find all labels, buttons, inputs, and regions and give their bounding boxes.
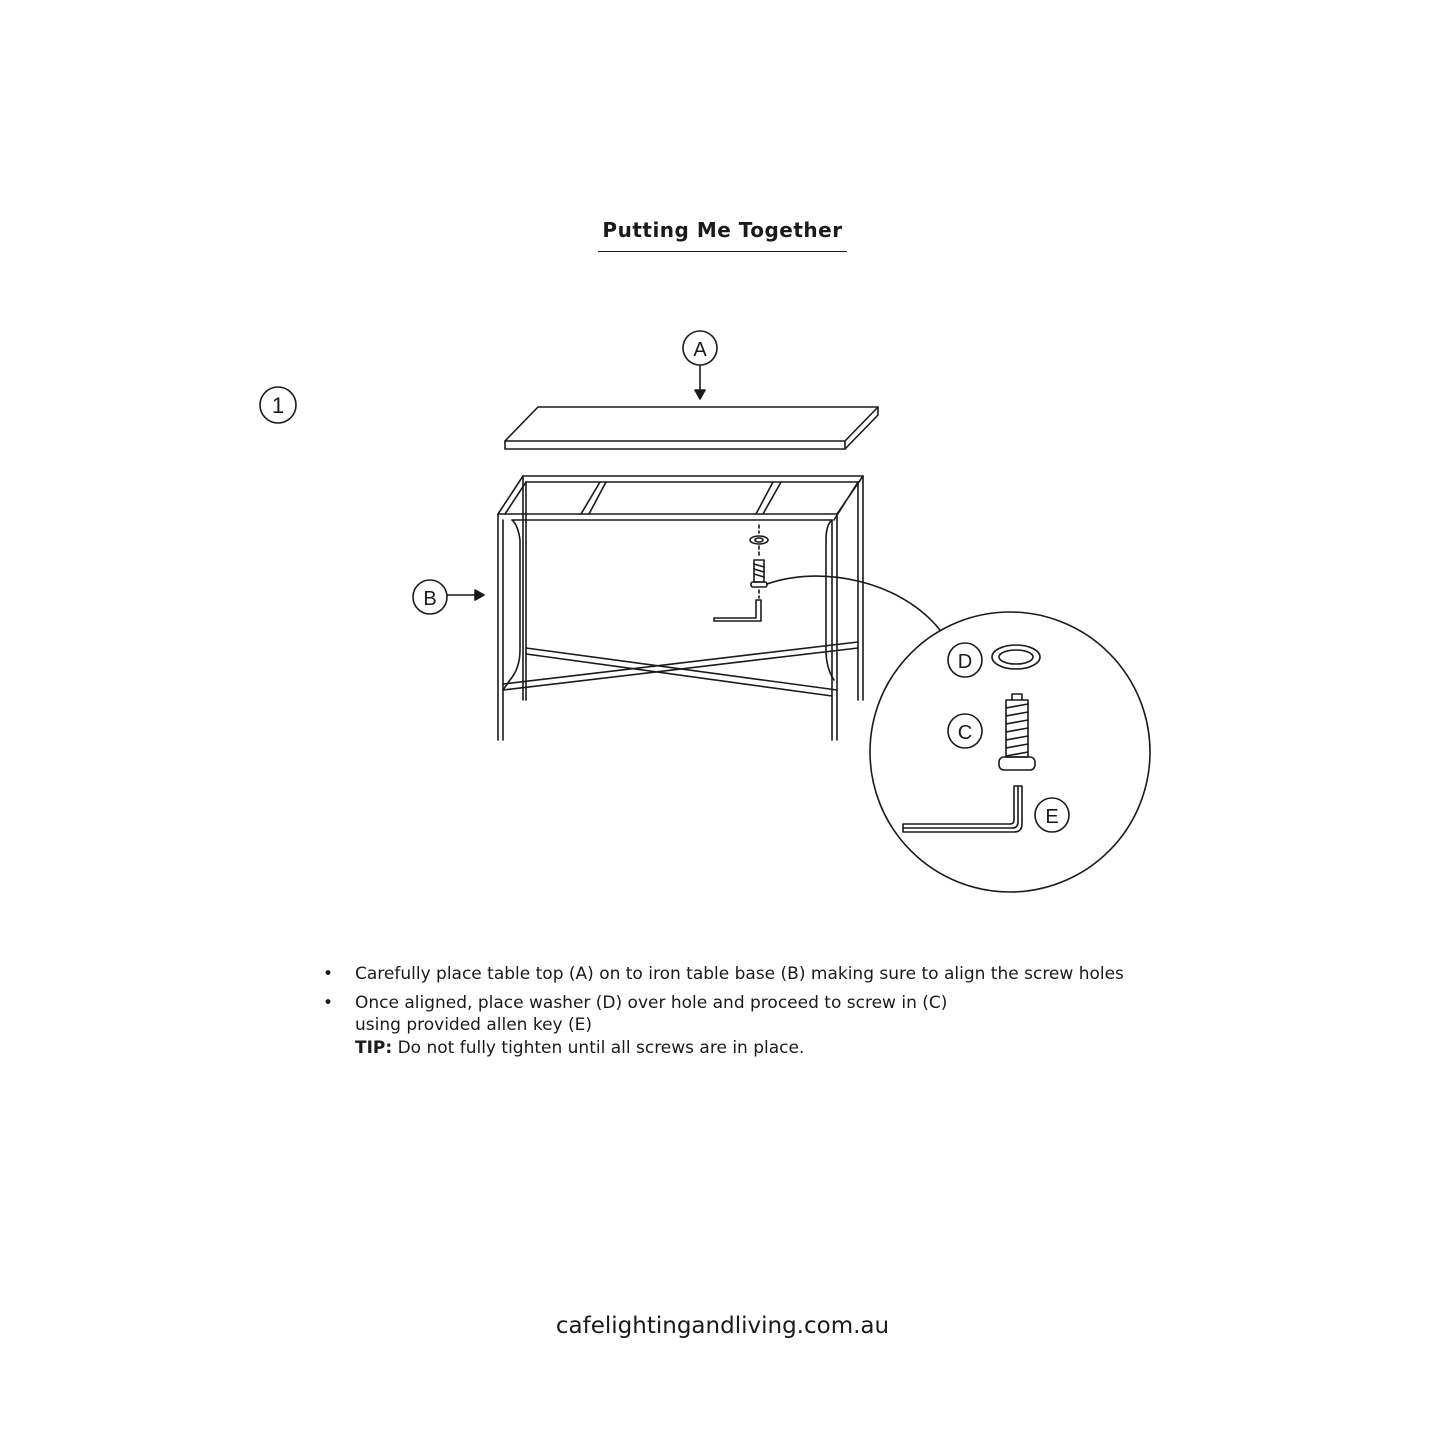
screw-icon [999, 694, 1035, 770]
tip-text: Do not fully tighten until all screws are in place. [392, 1037, 805, 1058]
instruction-text: • Carefully place table top (A) on to iron table base (B) making sure to align the screw holes [355, 964, 1124, 984]
tip-label: TIP: [355, 1037, 393, 1058]
step-number-badge [260, 387, 296, 423]
label-b: B [423, 588, 437, 610]
website-footer: cafelightingandliving.com.au [555, 1313, 890, 1339]
table-base [498, 476, 863, 740]
label-c: C [957, 722, 973, 744]
tip-line [355, 1037, 1124, 1060]
label-a: A [693, 339, 707, 361]
instruction-item [318, 963, 1124, 986]
small-hardware [714, 525, 768, 621]
instruction-list [318, 963, 1124, 1065]
instruction-item [318, 992, 1124, 1060]
instruction-text: using provided allen key (E) [355, 1015, 593, 1035]
page-title: Putting Me Together [598, 218, 846, 252]
label-b-callout [413, 580, 484, 614]
label-d: D [957, 651, 973, 673]
table-top [505, 407, 878, 449]
allen-key-icon [903, 786, 1022, 832]
detail-circle [870, 612, 1150, 892]
zoom-connector [767, 576, 940, 630]
instruction-text: • Once aligned, place washer (D) over hole and proceed to screw in (C) [355, 992, 948, 1013]
step-number: 1 [271, 393, 285, 418]
label-e: E [1045, 806, 1059, 828]
washer-icon [992, 645, 1040, 669]
label-a-callout [683, 331, 717, 399]
